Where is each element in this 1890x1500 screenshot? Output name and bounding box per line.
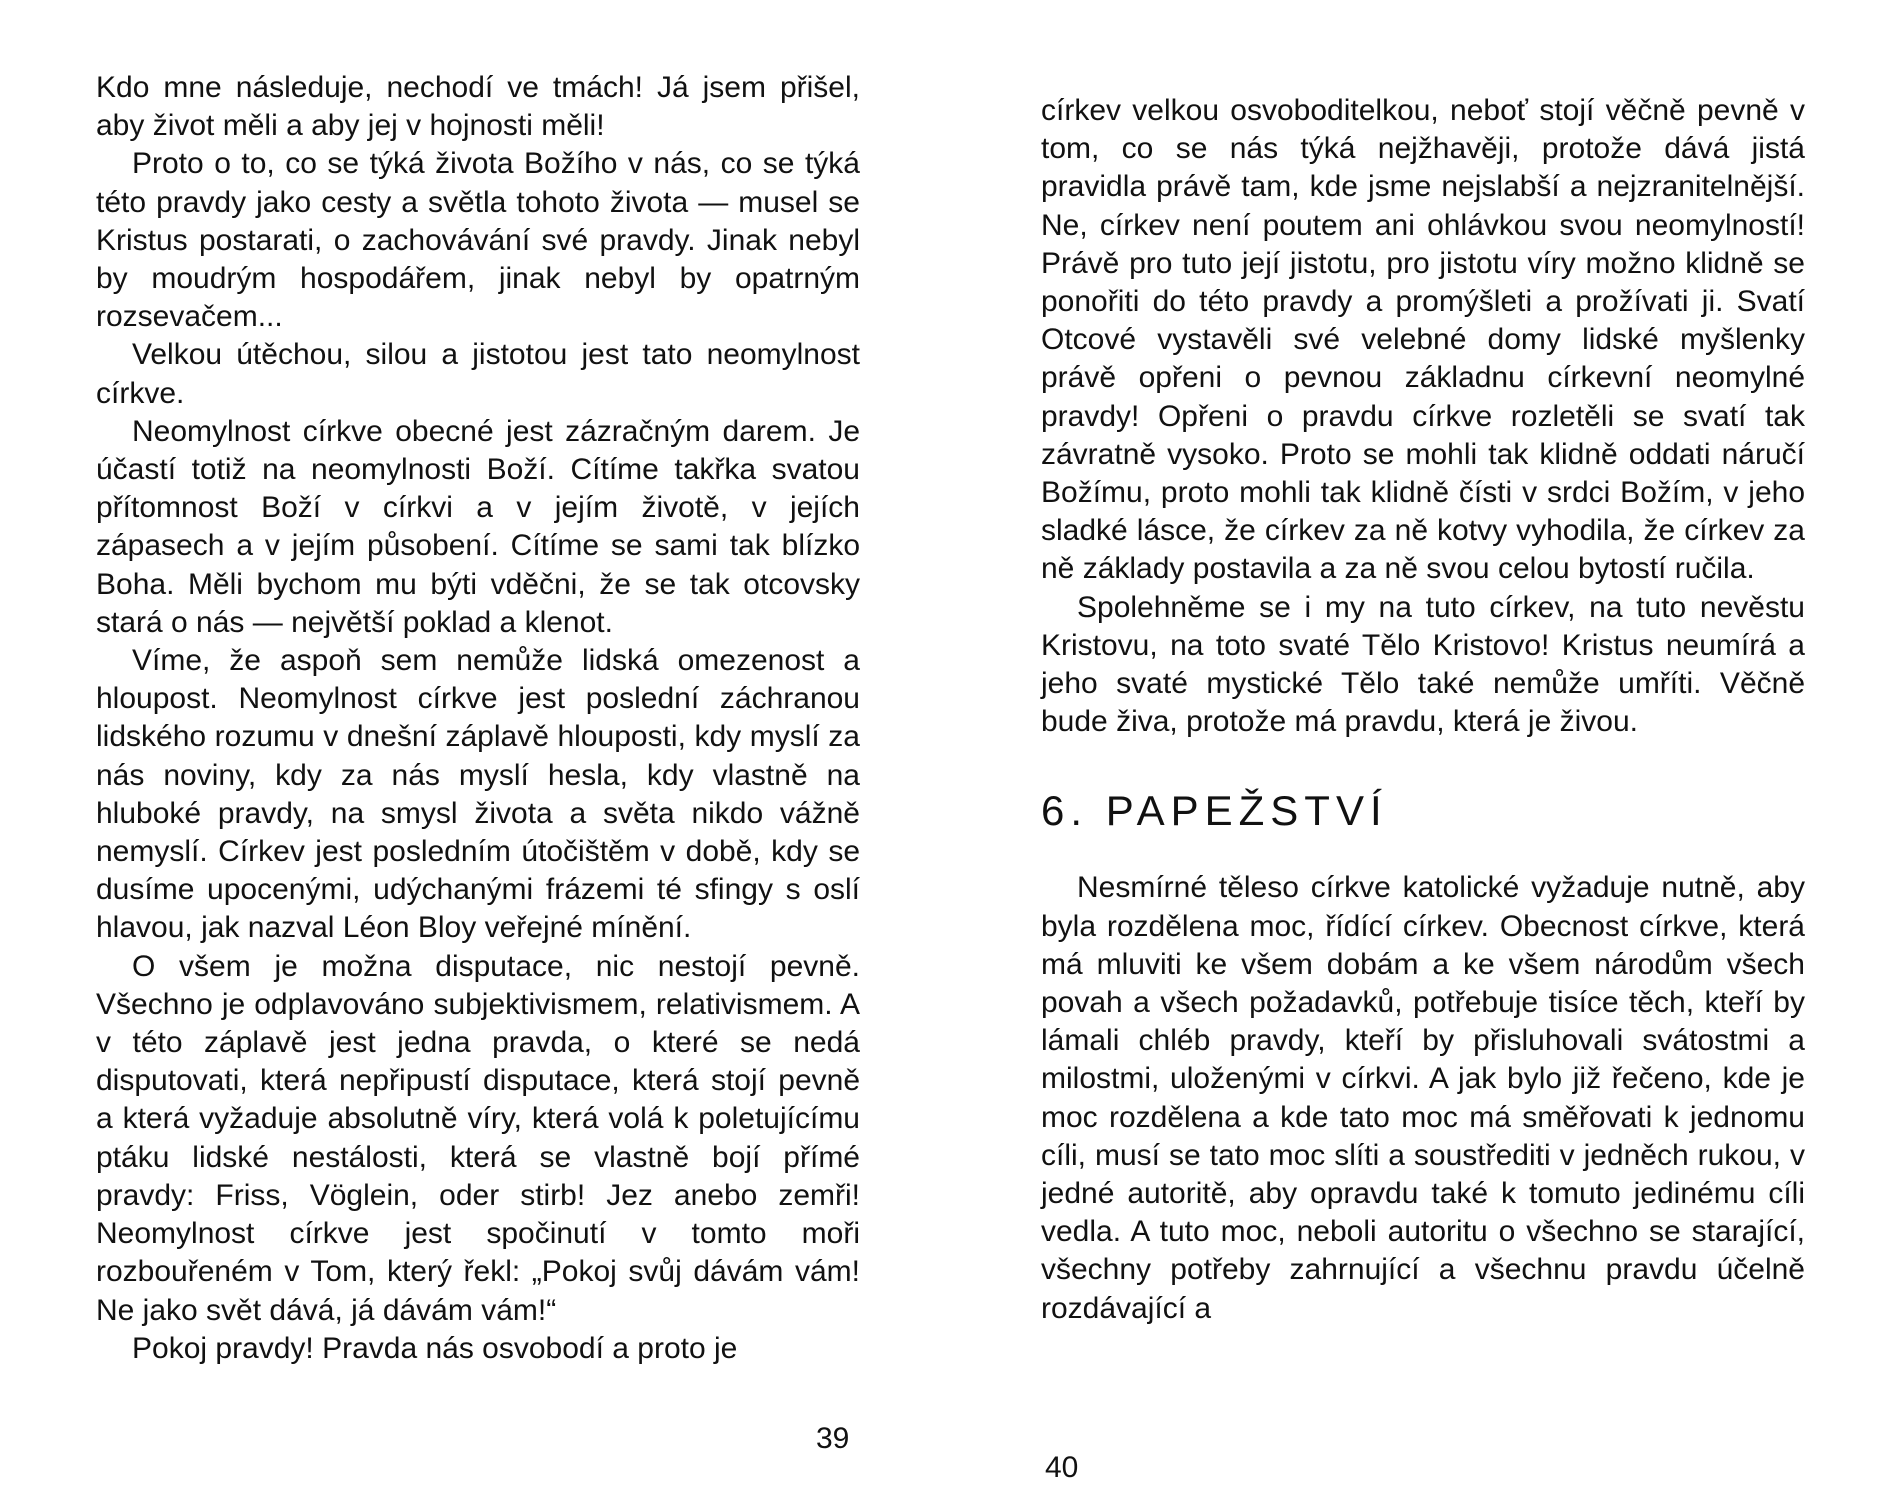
paragraph: Nesmírné těleso církve katolické vyžaduje nutně, aby byla rozdělena moc, řídící církev. Obecnost církve, která má mluviti ke všem dobám a ke všem národům všech povah a všech požadavků, potřebuje tisíce těch, kteří by lámali chléb pravdy, kteří by přisluhovali svátostmi a milostmi, uloženými v církvi. A jak bylo již řečeno, kde je moc rozdělena a kde tato moc má směřovati k jednomu cíli, musí se tato moc slíti a soustřediti v jedněch rukou, v jedné autoritě, aby opravdu také k tomuto jedinému cíli vedla. A tuto moc, neboli autoritu o všechno se starající, všechny potřeby zahrnující a všechnu pravdu účelně rozdávající a — [1041, 871, 1805, 1325]
paragraph: Spolehněme se i my na tuto církev, na tuto nevěstu Kristovu, na toto svaté Tělo Kristovo! Kristus neumírá a jeho svaté mystické Tělo také nemůže umříti. Věčně bude živa, protože má pravdu, která je živou. — [1041, 590, 1805, 739]
paragraph: Velkou útěchou, silou a jistotou jest tato neomylnost církve. — [96, 338, 860, 410]
right-page-text-column — [1041, 92, 1805, 1328]
paragraph: Pokoj pravdy! Pravda nás osvobodí a proto je — [132, 1331, 738, 1365]
right-page — [945, 0, 1890, 1500]
page-number: 40 — [1045, 1451, 1079, 1484]
section-heading: 6. PAPEŽSTVÍ — [1041, 787, 1388, 835]
paragraph: Víme, že aspoň sem nemůže lidská omezenost a hloupost. Neomylnost církve jest poslední záchranou lidského rozumu v dnešní záplavě hlouposti, kdy myslí za nás noviny, kdy za nás myslí hesla, kdy vlastně na hluboké pravdy, na smysl života a světa nikdo vážně nemyslí. Církev jest posledním útočištěm v době, kdy se dusíme upocenými, udýchanými frázemi té sfingy s oslí hlavou, jak nazval Léon Bloy veřejné mínění. — [96, 644, 860, 945]
paragraph: Neomylnost církve obecné jest zázračným darem. Je účastí totiž na neomylnosti Boží. Cítíme takřka svatou přítomnost Boží v církvi a v jejím životě, v jejích zápasech a v jejím působení. Cítíme se sami tak blízko Boha. Měli bychom mu býti vděčni, že se tak otcovsky stará o nás — největší poklad a klenot. — [96, 414, 860, 639]
paragraph: církev velkou osvoboditelkou, neboť stojí věčně pevně v tom, co se nás týká nejžhavěji, protože dává jistá pravidla právě tam, kde jsme nejslabší a nejzranitelnější. Ne, církev není poutem ani ohlávkou svou neomylností! Právě pro tuto její jistotu, pro jistotu víry možno klidně se ponořiti do této pravdy a promýšleti a prožívati ji. Svatí Otcové vystavěli své velebné domy lidské myšlenky právě opřeni o pevnou základnu církevní neomylné pravdy! Opřeni o pravdu církve rozletěli se svatí tak závratně vysoko. Proto se mohli tak klidně oddati náručí Božímu, proto mohli tak klidně čísti v srdci Božím, v jeho sladké lásce, že církev za ně kotvy vyhodila, že církev za ně základy postavila a za ně svou celou bytostí ručila. — [1041, 94, 1805, 586]
left-page-text-column — [96, 69, 860, 1368]
paragraph: O všem je možna disputace, nic nestojí pevně. Všechno je odplavováno subjektivismem, relativismem. A v této záplavě jest jedna pravda, o které se nedá disputovati, která nepřipustí disputace, která stojí pevně a která vyžaduje absolutně víry, která volá k poletujícímu ptáku lidské nestálosti, která se vlastně bojí přímé pravdy: Friss, Vöglein, oder stirb! Jez anebo zemři! Neomylnost církve jest spočinutí v tomto moři rozbouřeném v Tom, který řekl: „Pokoj svůj dávám vám! Ne jako svět dává, já dávám vám!“ — [96, 949, 860, 1327]
paragraph: Proto o to, co se týká života Božího v nás, co se týká této pravdy jako cesty a světla tohoto života — musel se Kristus postarati, o zachovávání své pravdy. Jinak nebyl by moudrým hospodářem, jinak nebyl by opatrným rozsevačem... — [96, 147, 860, 334]
paragraph: Kdo mne následuje, nechodí ve tmách! Já jsem přišel, aby život měli a aby jej v hojnosti měli! — [96, 71, 860, 143]
page-number: 39 — [816, 1422, 850, 1455]
